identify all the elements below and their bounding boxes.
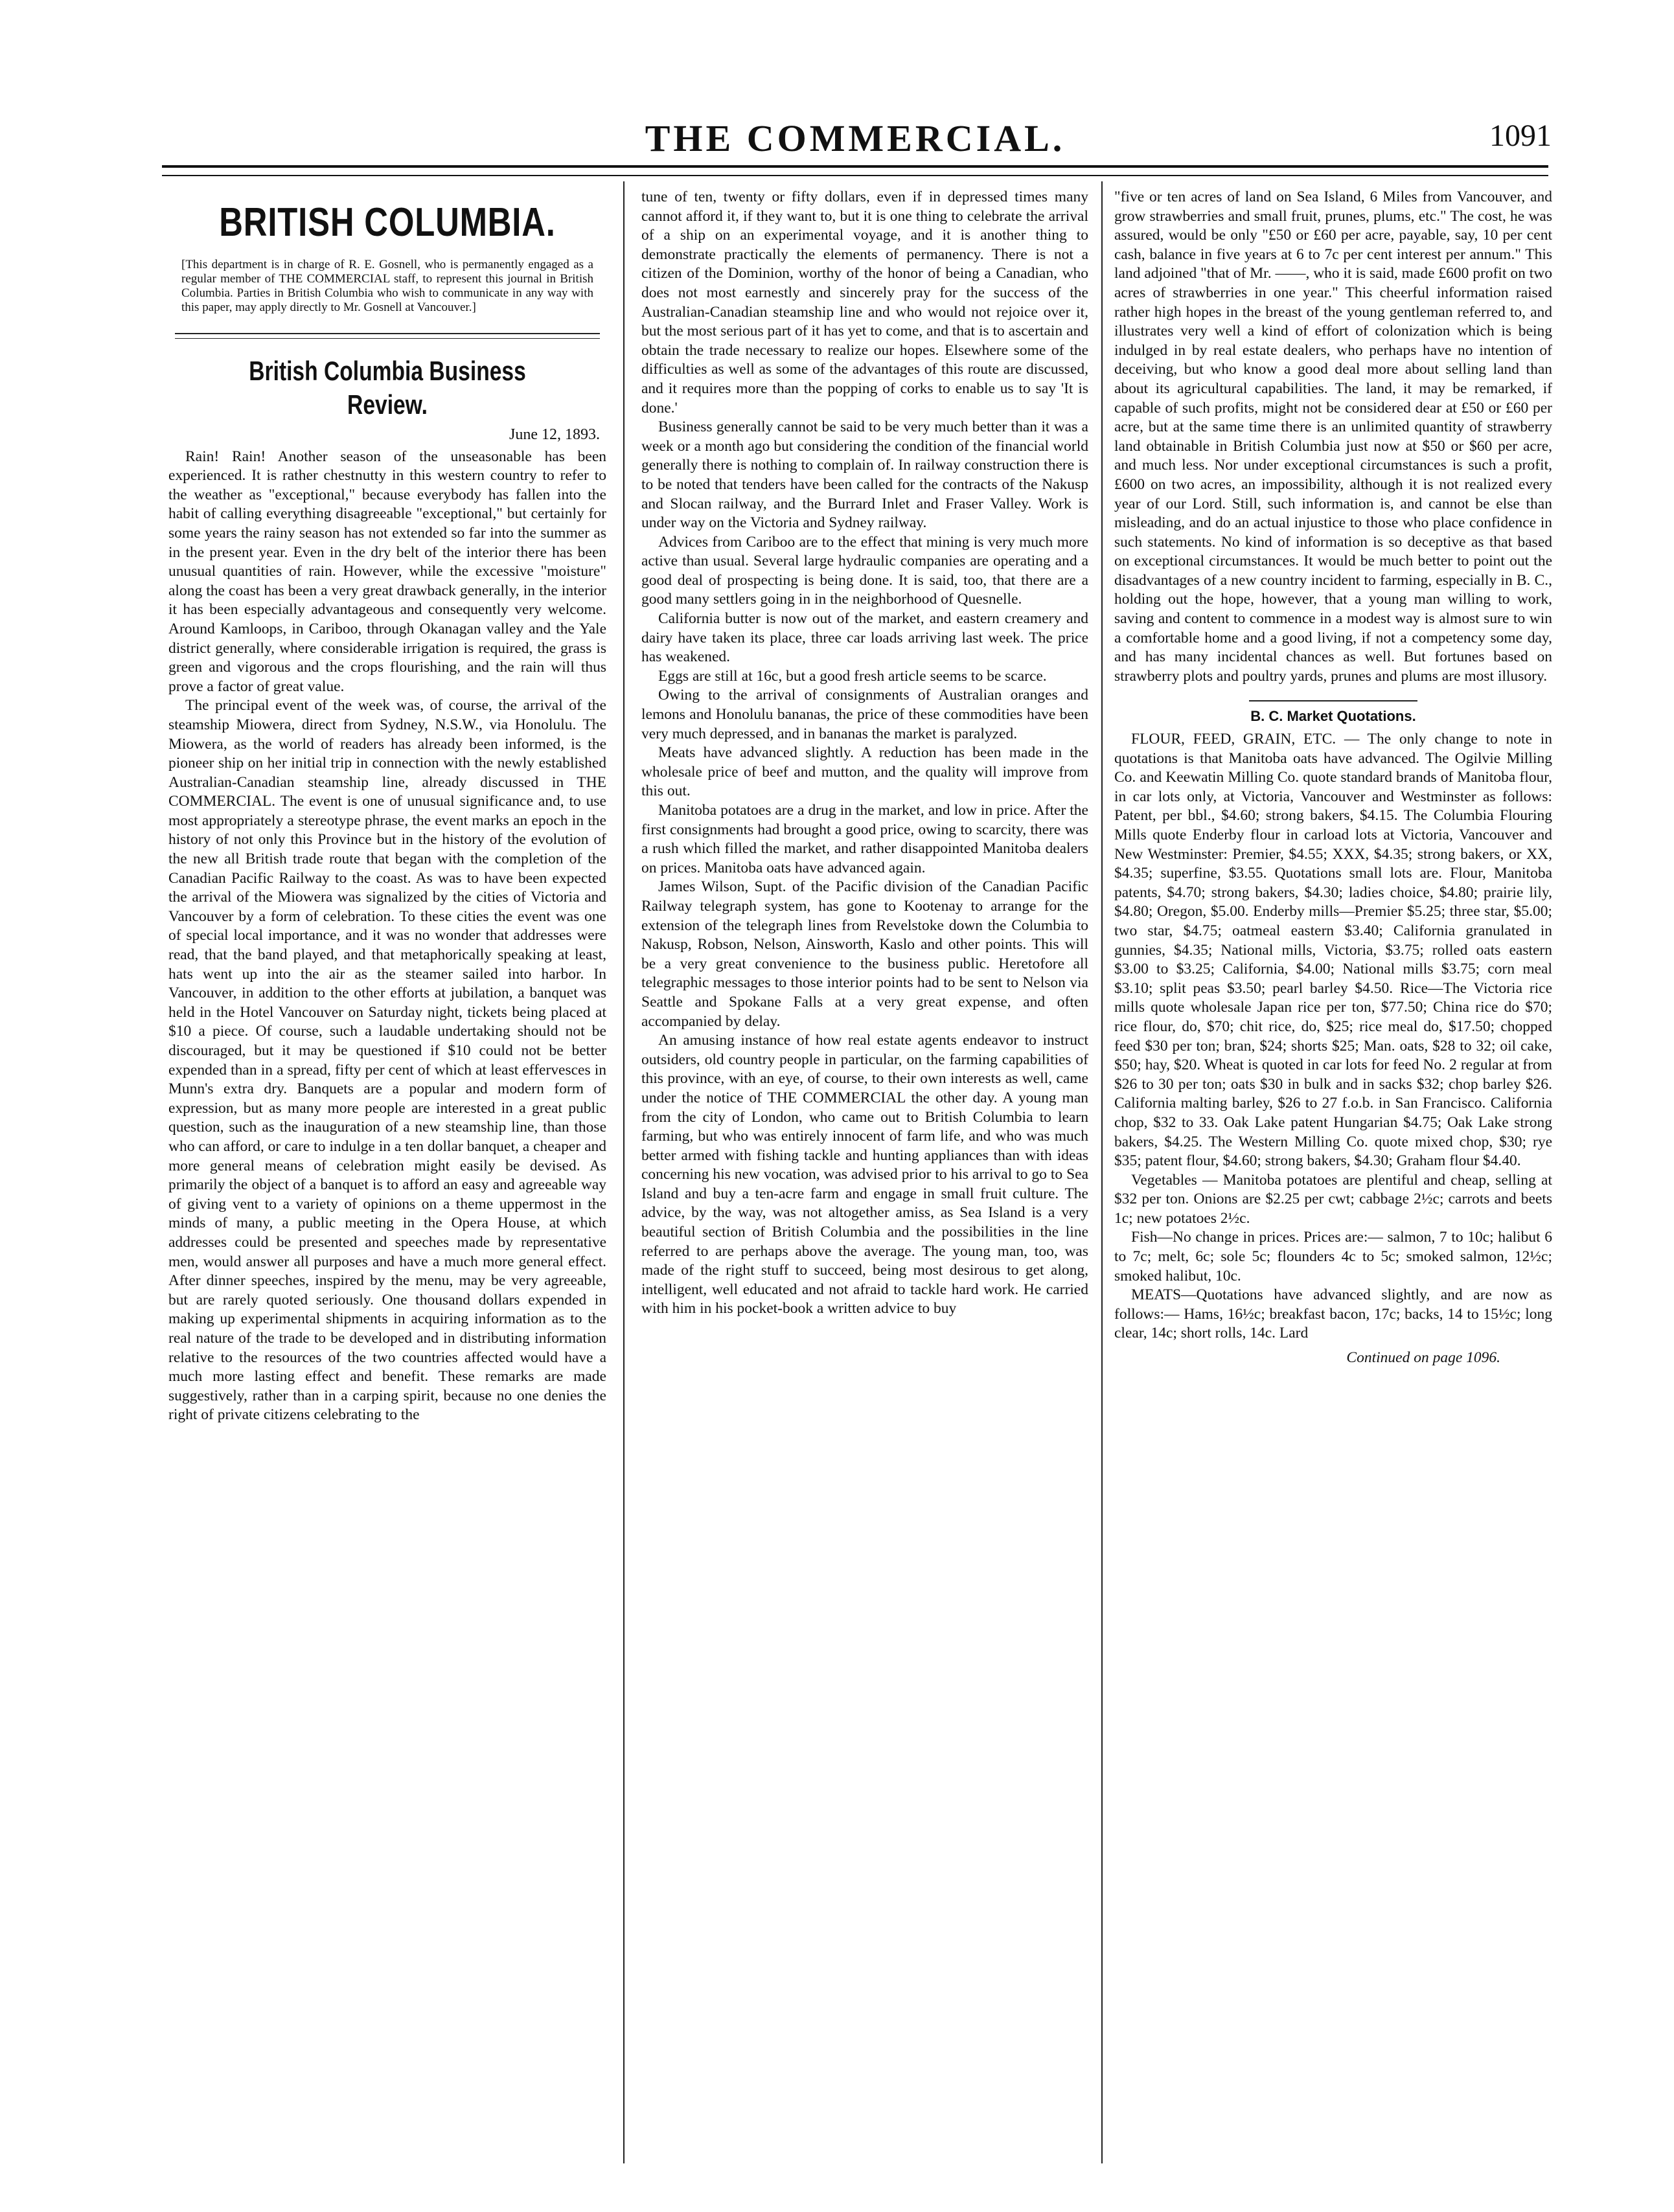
market-paragraph: Vegetables — Manitoba potatoes are plentiful and cheap, selling at $32 per ton. Onions are $2.25 per cwt; cabbage 2½c; carrots and beets 1c; new potatoes 2½c. <box>1114 1171 1552 1227</box>
market-divider <box>1249 700 1417 701</box>
article-paragraph: California butter is now out of the market, and eastern creamery and dairy have taken its place, three car loads arriving last week. The price has weakened. <box>641 610 1088 666</box>
divider-rule-thin <box>175 338 600 339</box>
article-paragraph: tune of ten, twenty or fifty dollars, even if in depressed times many cannot afford it, if they want to, but it is one thing to celebrate the arrival of a ship on an experimental voyage, and it is another thing to demonstrate practically the elements of permanency. There is not a citizen of the Dominion, worthy of the honor of being a Canadian, who does not most earnestly and sincerely pray for the success of the Australian-Canadian steamship line and who would not rejoice over it, but the most serious part of it has yet to come, and that is to ascertain and obtain the trade necessary to realize our hopes. Elsewhere some of the difficulties as well as some of the advantages of this route are discussed, and it requires more than the popping of corks to enable us to say 'It is done.' <box>641 188 1088 416</box>
market-paragraph: MEATS—Quotations have advanced slightly, and are now as follows:— Hams, 16½c; breakfast bacon, 17c; backs, 14 to 15½c; long clear, 14c; short rolls, 14c. Lard <box>1114 1286 1552 1342</box>
article-date: June 12, 1893. <box>509 426 600 443</box>
article-paragraph: James Wilson, Supt. of the Pacific division of the Canadian Pacific Railway telegraph system, has gone to Kootenay to arrange for the extension of the telegraph lines from Revelstoke down the Columbia to Nakusp, Robson, Nelson, Ainsworth, Kaslo and other points. This will be a very great convenience to the business public. Heretofore all telegraphic messages to those interior points had to be sent to Nelson via Seattle and Spokane Falls at a very great expense, and often accompanied by delay. <box>641 878 1088 1030</box>
masthead-rule <box>162 165 1548 168</box>
article-paragraph: "five or ten acres of land on Sea Island, 6 Miles from Vancouver, and grow strawberries and small fruit, prunes, plums, etc." The cost, he was assured, would be only "£50 or £60 per acre, payable, say, 10 per cent cash, balance in five years at 6 to 7c per cent interest per annum." This land adjoined "that of Mr. ——, who it is said, made £600 profit on two acres of strawberries in one year." This cheerful information raised rather high hopes in the breast of the young gentleman referred to, and illustrates very well a kind of effort of colonization which is being indulged in by real estate dealers, who perhaps have no intention of deceiving, but who know a good deal more about selling land than about its agricultural capabilities. The land, it may be remarked, if capable of such profits, might not be considered dear at £50 or £60 per acre, but at the same time there is an unlimited quantity of strawberry land obtainable in British Columbia just now at $50 or $60 per acre, and much less. Nor under exceptional circumstances is such a profit, £600 on two acres, an impossibility, although it is not realized every year of our Lord. Still, such information is, and cannot be else than misleading, and do an actual injustice to those who place confidence in such statements. No kind of information is so deceptive as that based on exceptional circumstances. It would be much better to point out the disadvantages of a new country incident to farming, especially in B. C., holding out the hope, however, that a young man willing to work, saving and content to commence in a modest way is almost sure to win a comfortable home and a good living, if not a competency some day, and has many incidental chances as well. But fortunes based on strawberry plots and poultry yards, prunes and plums are most illusory. <box>1114 188 1552 685</box>
article-paragraph: Eggs are still at 16c, but a good fresh article seems to be scarce. <box>658 667 1047 685</box>
page-number: 1091 <box>1489 119 1552 153</box>
market-paragraph: FLOUR, FEED, GRAIN, ETC. — The only change to note in quotations is that Manitoba oats have advanced. The Ogilvie Milling Co. and Keewatin Milling Co. quote standard brands of Manitoba flour, in car lots only, at Victoria, Vancouver and Westminster as follows: Patent, per bbl., $4.60; strong bakers, $4.15. The Columbia Flouring Mills quote Enderby flour in carload lots at Victoria, Vancouver and New Westminster: Premier, $4.55; XXX, $4.35; strong bakers, or XX, $4.35; superfine, $3.55. Quotations small lots are. Flour, Manitoba patents, $4.70; strong bakers, $4.30; ladies choice, $4.80; prairie lily, $4.80; Oregon, $5.00. Enderby mills—Premier $5.25; three star, $5.00; two star, $4.75; oatmeal eastern $3.40; California granulated in gunnies, $4.35; National mills, Victoria, $3.75; rolled oats eastern $3.00 to $3.25; California, $4.00; National mills $3.75; corn meal $3.10; split peas $3.50; pearl barley $4.50. Rice—The Victoria rice mills quote wholesale Japan rice per ton, $77.50; China rice do $70; rice flour, do, $70; chit rice, do, $25; rice meal do, $17.50; chopped feed $30 per ton; bran, $24; shorts $25; Man. oats, $28 to 32; oil cake, $50; hay, $20. Wheat is quoted in car lots for feed No. 2 regular at from $26 to 30 per ton; oats $30 in bulk and in sacks $32; chop barley $26. California malting barley, $26 to 27 f.o.b. in San Francisco. California chop, $32 to 33. Oak Lake patent Hungarian $4.75; Oak Lake strong bakers, $4.25. The Western Milling Co. quote mixed chop, $30; rye $35; patent flour, $4.60; strong bakers, $4.30; Graham flour $4.40. <box>1114 731 1552 1170</box>
column-1 <box>168 188 606 2163</box>
editorial-note: [This department is in charge of R. E. Gosnell, who is permanently engaged as a regular member of THE COMMERCIAL staff, to represent this journal in British Columbia. Parties in British Columbia who wish to communicate in any way with this paper, may apply directly to Mr. Gosnell at Vancouver.] <box>181 258 593 314</box>
column-3 <box>1114 188 1552 2163</box>
section-title: BRITISH COLUMBIA. <box>219 200 556 245</box>
column-2 <box>641 188 1088 2163</box>
article-paragraph: Rain! Rain! Another season of the unseasonable has been experienced. It is rather chestnutty in this western country to refer to the weather as "exceptional," because everybody has fallen into the habit of calling everything disagreeable "exceptional," but certainly for some years the rainy season has not extended so far into the summer as in the present year. Even in the dry belt of the interior there has been unusual quantities of rain. However, while the excessive "moisture" along the coast has been a very great drawback generally, in the interior it has been especially advantageous and consequently very welcome. Around Kamloops, in Cariboo, through Okanagan valley and the Yale district generally, where considerable irrigation is required, the grass is green and vigorous and the crops flourishing, and the rain will thus prove a factor of great value. <box>168 448 606 695</box>
market-paragraph: Fish—No change in prices. Prices are:— salmon, 7 to 10c; halibut 6 to 7c; melt, 6c; sole 5c; flounders 4c to 5c; smoked salmon, 12½c; smoked halibut, 10c. <box>1114 1229 1552 1284</box>
article-paragraph: Business generally cannot be said to be very much better than it was a week or a month ago but considering the condition of the financial world generally there is nothing to complain of. In railway construction there is to be noted that tenders have been called for the contracts of the Nakusp and Slocan railway, and the Burrard Inlet and Fraser Valley. Work is under way on the Victoria and Sydney railway. <box>641 418 1088 532</box>
article-paragraph: Owing to the arrival of consignments of Australian oranges and lemons and Honolulu bananas, the price of these commodities have been very much depressed, and in bananas the market is paralyzed. <box>641 687 1088 742</box>
market-heading: B. C. Market Quotations. <box>1250 708 1416 725</box>
masthead-title: THE COMMERCIAL. <box>645 117 1066 159</box>
article-paragraph: Meats have advanced slightly. A reduction has been made in the wholesale price of beef and mutton, and the quality will improve from this out. <box>641 744 1088 800</box>
masthead <box>152 117 1558 162</box>
continued-note: Continued on page 1096. <box>1346 1349 1500 1367</box>
article-paragraph: Advices from Cariboo are to the effect that mining is very much more active than usual. Several large hydraulic companies are operating and a good deal of prospecting is being done. It is said, too, that there are a good many settlers going in in the neighborhood of Quesnelle. <box>641 533 1088 608</box>
article-title: British Columbia Business Review. <box>249 356 526 420</box>
article-paragraph: An amusing instance of how real estate agents endeavor to instruct outsiders, old country people in particular, on the farming capabilities of this province, with an eye, of course, to their own interests as well, came under the notice of THE COMMERCIAL the other day. A young man from the city of London, who came out to British Columbia to learn farming, but who was entirely innocent of farm life, and who was much better armed with fishing tackle and hunting appliances than with ideas concerning his new vocation, was advised prior to his arrival to go to Sea Island and buy a ten-acre farm and engage in small fruit culture. The advice, by the way, was not altogether amiss, as Sea Island is a very beautiful section of British Columbia and the possibilities in the line referred to are perhaps above the average. The young man, too, was made of the right stuff to succeed, being most desirous to get along, intelligent, well educated and not afraid to tackle hard work. He carried with him in his pocket-book a written advice to buy <box>641 1032 1088 1317</box>
article-paragraph: The principal event of the week was, of course, the arrival of the steamship Miowera, direct from Sydney, N.S.W., via Honolulu. The Miowera, as the world of readers has already been informed, is the pioneer ship on her initial trip in connection with the newly established Australian-Canadian steamship line, already discussed in THE COMMERCIAL. The event is one of unusual significance and, to use most appropriately a stereotype phrase, the event marks an epoch in the history of not only this Province but in the history of the evolution of the new all British trade route that began with the completion of the Canadian Pacific Railway to the coast. As was to have been expected the arrival of the Miowera was signalized by the cities of Victoria and Vancouver by a form of celebration. To these cities the event was one of special local importance, and it was no wonder that addresses were read, that the band played, and that metaphorically speaking at least, hats went up into the air as the steamer sailed into harbor. In Vancouver, in addition to the other efforts at jubilation, a banquet was held in the Hotel Vancouver on Saturday night, tickets being placed at $10 a piece. Of course, such a laudable undertaking should not be discouraged, but it may be questioned if $10 could not be better expended than in a spread, fifty per cent of which at least effervesces in Munn's extra dry. Banquets are a popular and modern form of expression, but as many more people are interested in a great public question, such as the inauguration of a new steamship line, than those who can afford, or care to indulge in a ten dollar banquet, a cheaper and more general means of celebration might easily be devised. As primarily the object of a banquet is to afford an easy and agreeable way of giving vent to a variety of opinions on a theme uppermost in the minds of many, a public meeting in the Opera House, at which addresses could be presented and speeches made by representative men, would answer all purposes and have a much more general effect. After dinner speeches, inspired by the menu, may be very agreeable, but are rarely quoted seriously. One thousand dollars expended in making up experimental shipments in acquiring information as to the real nature of the trade to be developed and in distributing information relative to the resources of the two countries affected would have a much more lasting effect and benefit. These remarks are made suggestively, rather than in a carping spirit, because no one denies the right of private citizens celebrating to the <box>168 697 606 1424</box>
article-paragraph: Manitoba potatoes are a drug in the market, and low in price. After the first consignments had brought a good price, owing to scarcity, there was a rush which filled the market, and rather disappointed Manitoba dealers on prices. Manitoba oats have advanced again. <box>641 802 1088 876</box>
column-divider <box>623 181 625 2163</box>
masthead-rule-thin <box>162 175 1548 176</box>
column-divider <box>1101 181 1103 2163</box>
divider-rule <box>175 333 600 334</box>
